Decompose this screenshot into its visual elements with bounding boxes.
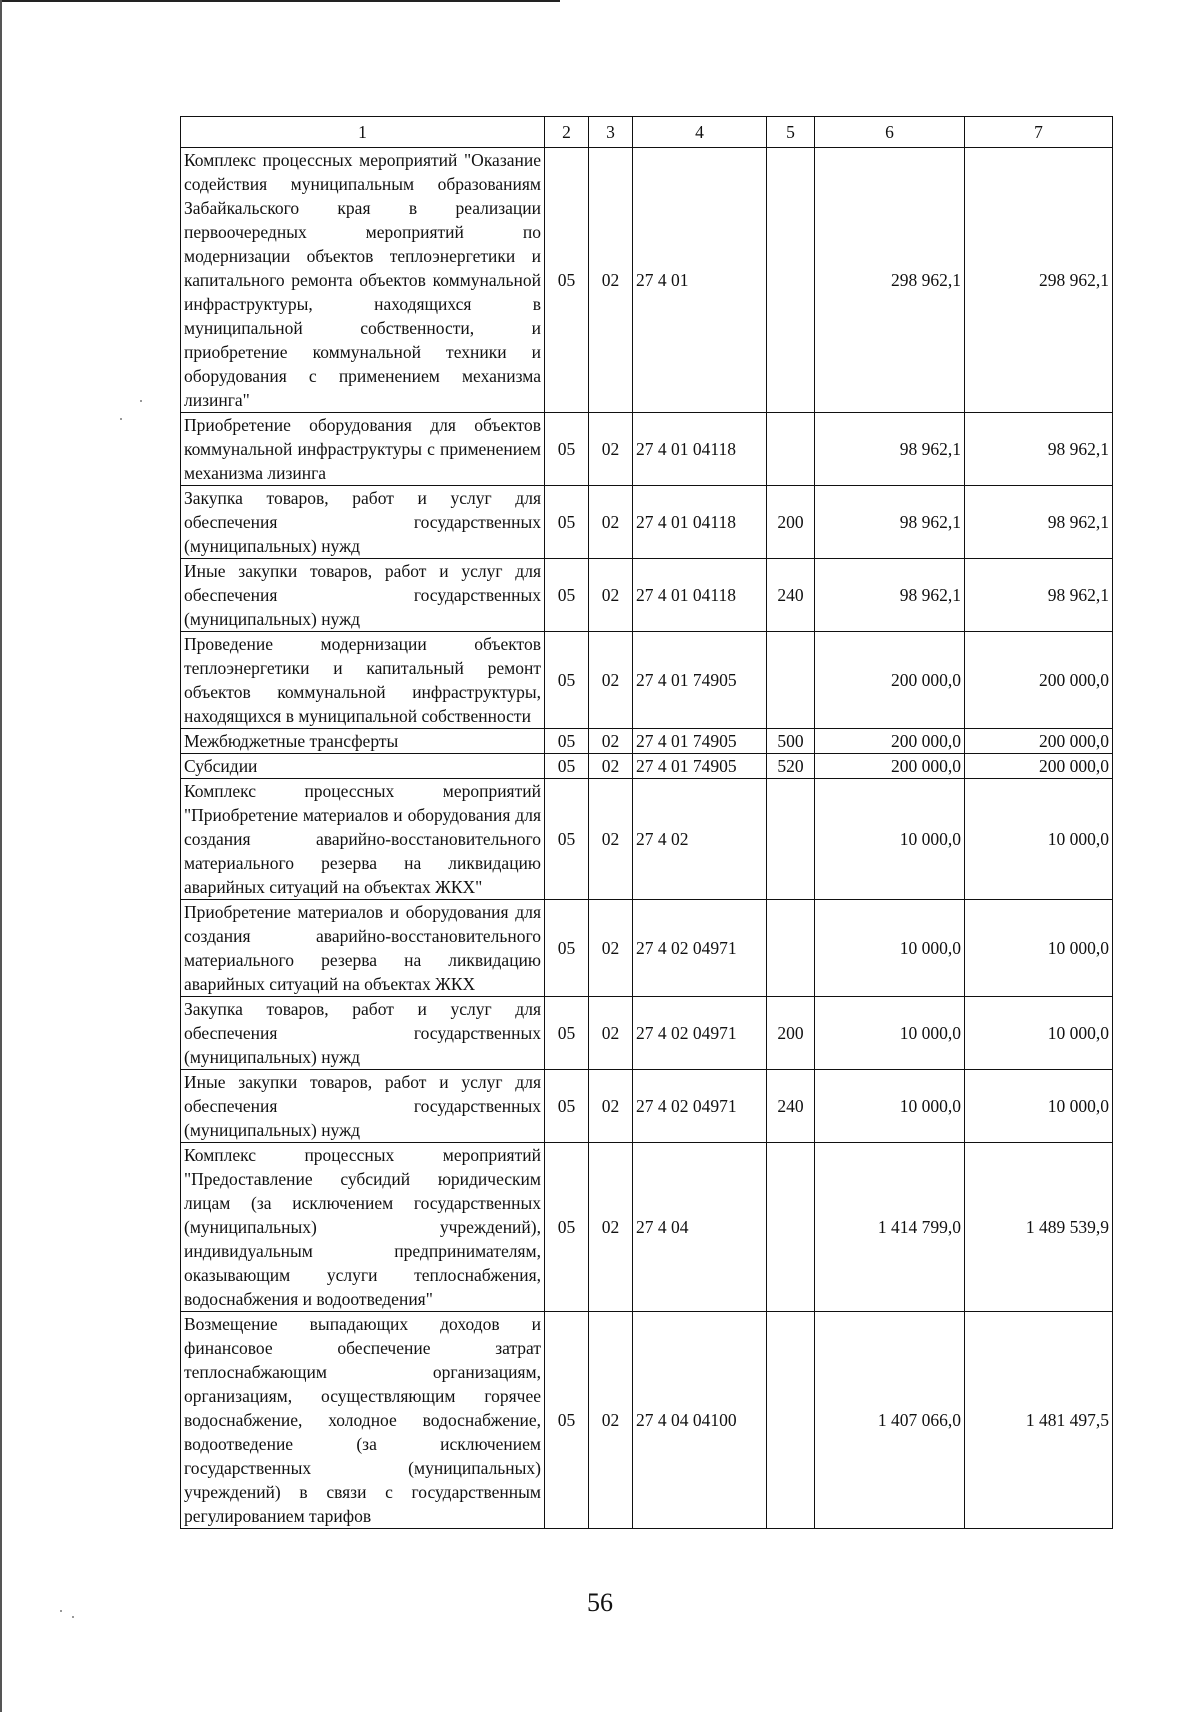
table-row: [181, 754, 1113, 779]
row-section: 05: [545, 1312, 589, 1529]
row-section: 05: [545, 413, 589, 486]
row-subsection: 02: [589, 900, 633, 997]
row-section: 05: [545, 632, 589, 729]
row-target-code: 27 4 01 74905: [633, 729, 767, 754]
column-header: 4: [633, 117, 767, 148]
row-subsection: 02: [589, 729, 633, 754]
row-amount-col6: 10 000,0: [815, 997, 965, 1070]
row-target-code: 27 4 01: [633, 148, 767, 413]
row-amount-col6: 298 962,1: [815, 148, 965, 413]
row-name: Приобретение оборудования для объектов коммунальной инфраструктуры с применением механизма лизинга: [181, 413, 545, 486]
column-header: 3: [589, 117, 633, 148]
row-target-code: 27 4 04 04100: [633, 1312, 767, 1529]
row-amount-col7: 10 000,0: [965, 779, 1113, 900]
row-amount-col6: 98 962,1: [815, 413, 965, 486]
column-header: 6: [815, 117, 965, 148]
scan-speck: [140, 400, 142, 402]
row-amount-col6: 98 962,1: [815, 559, 965, 632]
row-amount-col7: 200 000,0: [965, 754, 1113, 779]
row-amount-col7: 1 489 539,9: [965, 1143, 1113, 1312]
row-target-code: 27 4 04: [633, 1143, 767, 1312]
row-expense-type: 520: [767, 754, 815, 779]
row-name: Закупка товаров, работ и услуг для обеспечения государственных (муниципальных) нужд: [181, 997, 545, 1070]
row-target-code: 27 4 01 74905: [633, 754, 767, 779]
table-row: [181, 729, 1113, 754]
row-amount-col7: 1 481 497,5: [965, 1312, 1113, 1529]
row-amount-col6: 200 000,0: [815, 729, 965, 754]
row-target-code: 27 4 01 04118: [633, 486, 767, 559]
table-row: [181, 900, 1113, 997]
row-target-code: 27 4 01 04118: [633, 559, 767, 632]
row-section: 05: [545, 729, 589, 754]
row-amount-col6: 1 414 799,0: [815, 1143, 965, 1312]
row-name: Межбюджетные трансферты: [181, 729, 545, 754]
row-amount-col6: 10 000,0: [815, 900, 965, 997]
row-expense-type: [767, 148, 815, 413]
column-header: 7: [965, 117, 1113, 148]
row-subsection: 02: [589, 413, 633, 486]
row-amount-col7: 98 962,1: [965, 559, 1113, 632]
column-header: 5: [767, 117, 815, 148]
scan-speck: [120, 418, 122, 420]
row-expense-type: [767, 779, 815, 900]
row-amount-col6: 200 000,0: [815, 632, 965, 729]
row-expense-type: 200: [767, 486, 815, 559]
row-name: Проведение модернизации объектов теплоэнергетики и капитальный ремонт объектов коммунальной инфраструктуры, находящихся в муниципальной собственности: [181, 632, 545, 729]
row-section: 05: [545, 754, 589, 779]
table-row: [181, 997, 1113, 1070]
page-left-edge: [0, 0, 2, 1712]
row-subsection: 02: [589, 486, 633, 559]
column-header: 2: [545, 117, 589, 148]
row-amount-col6: 10 000,0: [815, 1070, 965, 1143]
row-section: 05: [545, 486, 589, 559]
row-expense-type: 240: [767, 559, 815, 632]
budget-table: [180, 116, 1113, 1529]
row-expense-type: [767, 413, 815, 486]
table-row: [181, 1070, 1113, 1143]
page-top-edge: [0, 0, 560, 2]
row-expense-type: [767, 632, 815, 729]
row-name: Субсидии: [181, 754, 545, 779]
row-subsection: 02: [589, 1143, 633, 1312]
row-expense-type: 200: [767, 997, 815, 1070]
row-subsection: 02: [589, 1070, 633, 1143]
row-amount-col7: 98 962,1: [965, 486, 1113, 559]
row-section: 05: [545, 148, 589, 413]
row-section: 05: [545, 1070, 589, 1143]
row-section: 05: [545, 1143, 589, 1312]
row-target-code: 27 4 01 04118: [633, 413, 767, 486]
row-section: 05: [545, 779, 589, 900]
row-target-code: 27 4 02 04971: [633, 1070, 767, 1143]
row-expense-type: [767, 900, 815, 997]
row-subsection: 02: [589, 779, 633, 900]
page-number: 56: [587, 1588, 613, 1617]
row-target-code: 27 4 02: [633, 779, 767, 900]
row-subsection: 02: [589, 632, 633, 729]
row-section: 05: [545, 997, 589, 1070]
row-amount-col7: 10 000,0: [965, 997, 1113, 1070]
row-subsection: 02: [589, 1312, 633, 1529]
table-row: [181, 148, 1113, 413]
row-amount-col6: 10 000,0: [815, 779, 965, 900]
row-amount-col7: 200 000,0: [965, 632, 1113, 729]
row-expense-type: 240: [767, 1070, 815, 1143]
row-name: Приобретение материалов и оборудования для создания аварийно-восстановительного материального резерва на ликвидацию аварийных ситуаций на объектах ЖКХ: [181, 900, 545, 997]
row-section: 05: [545, 900, 589, 997]
row-expense-type: [767, 1143, 815, 1312]
row-target-code: 27 4 02 04971: [633, 997, 767, 1070]
row-name: Иные закупки товаров, работ и услуг для обеспечения государственных (муниципальных) нужд: [181, 1070, 545, 1143]
row-amount-col7: 98 962,1: [965, 413, 1113, 486]
table-row: [181, 413, 1113, 486]
row-amount-col7: 200 000,0: [965, 729, 1113, 754]
row-name: Комплекс процессных мероприятий "Предоставление субсидий юридическим лицам (за исключением государственных (муниципальных) учреждений), индивидуальным предпринимателям, оказывающим услуги теплоснабжения, водоснабжения и водоотведения": [181, 1143, 545, 1312]
row-expense-type: 500: [767, 729, 815, 754]
row-name: Комплекс процессных мероприятий "Оказание содействия муниципальным образованиям Забайкальского края в реализации первоочередных мероприятий по модернизации объектов теплоэнергетики и капитального ремонта объектов коммунальной инфраструктуры, находящихся в муниципальной собственности, и приобретение коммунальной техники и оборудования с применением механизма лизинга": [181, 148, 545, 413]
table-row: [181, 486, 1113, 559]
row-subsection: 02: [589, 148, 633, 413]
row-amount-col6: 98 962,1: [815, 486, 965, 559]
table-row: [181, 1143, 1113, 1312]
row-name: Возмещение выпадающих доходов и финансовое обеспечение затрат теплоснабжающим организациям, организациям, осуществляющим горячее водоснабжение, холодное водоснабжение, водоотведение (за исключением государственных (муниципальных) учреждений) в связи с государственным регулированием тарифов: [181, 1312, 545, 1529]
row-section: 05: [545, 559, 589, 632]
row-amount-col7: 10 000,0: [965, 900, 1113, 997]
row-name: Иные закупки товаров, работ и услуг для обеспечения государственных (муниципальных) нужд: [181, 559, 545, 632]
row-subsection: 02: [589, 754, 633, 779]
row-expense-type: [767, 1312, 815, 1529]
row-amount-col6: 200 000,0: [815, 754, 965, 779]
table-row: [181, 632, 1113, 729]
column-header: 1: [181, 117, 545, 148]
table-header-row: [181, 117, 1113, 148]
row-amount-col7: 10 000,0: [965, 1070, 1113, 1143]
table-row: [181, 559, 1113, 632]
row-name: Комплекс процессных мероприятий "Приобретение материалов и оборудования для создания аварийно-восстановительного материального резерва на ликвидацию аварийных ситуаций на объектах ЖКХ": [181, 779, 545, 900]
row-subsection: 02: [589, 997, 633, 1070]
row-name: Закупка товаров, работ и услуг для обеспечения государственных (муниципальных) нужд: [181, 486, 545, 559]
row-target-code: 27 4 01 74905: [633, 632, 767, 729]
row-amount-col6: 1 407 066,0: [815, 1312, 965, 1529]
table-row: [181, 779, 1113, 900]
row-target-code: 27 4 02 04971: [633, 900, 767, 997]
row-subsection: 02: [589, 559, 633, 632]
table-row: [181, 1312, 1113, 1529]
row-amount-col7: 298 962,1: [965, 148, 1113, 413]
